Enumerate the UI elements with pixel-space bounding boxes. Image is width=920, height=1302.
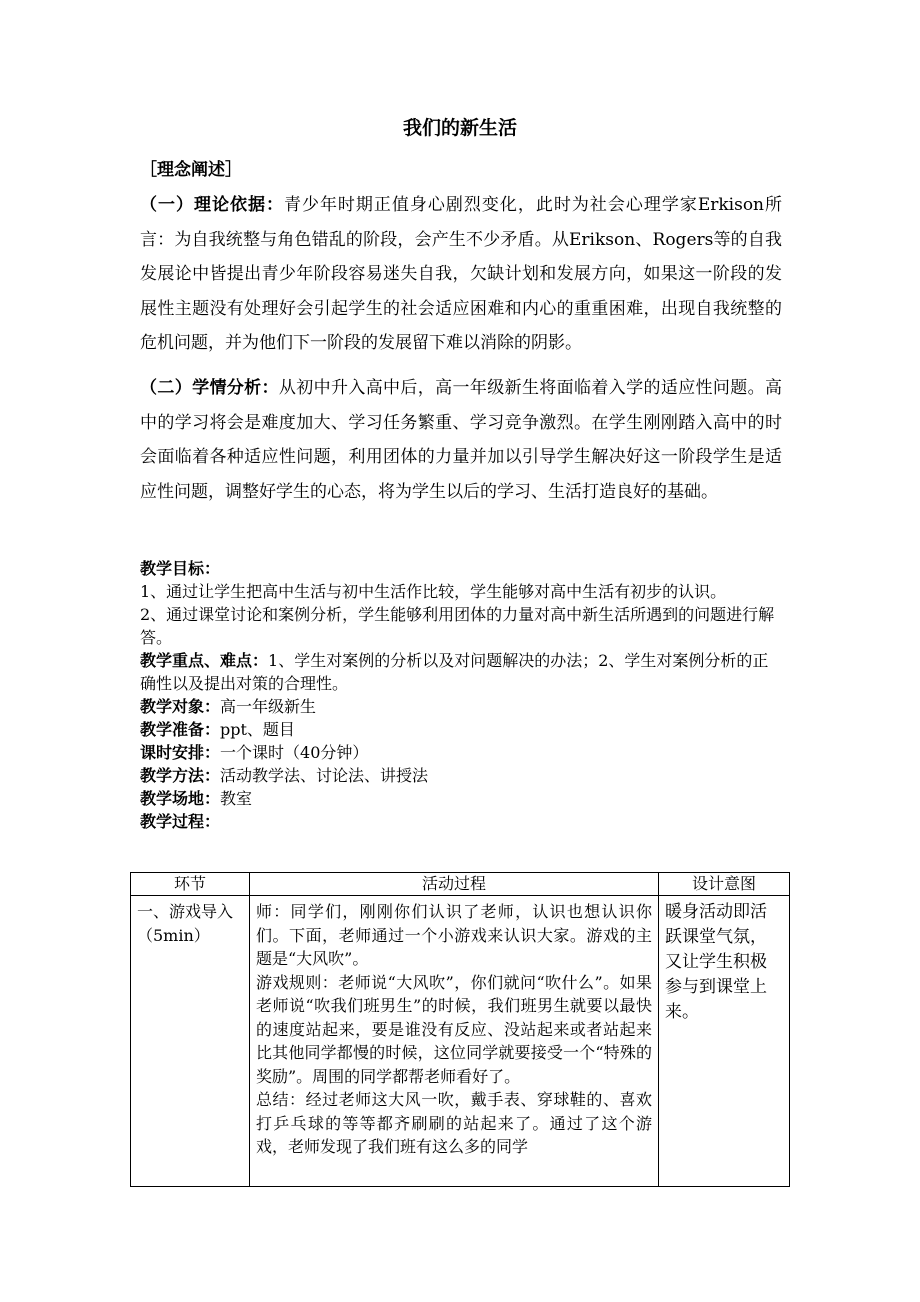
teaching-methods: 教学方法：活动教学法、讨论法、讲授法 [140, 766, 429, 785]
activity-paragraph: 师：同学们，刚刚你们认识了老师，认识也想认识你们。下面，老师通过一个小游戏来认识大家。游戏的主题是“大风吹”。 [256, 902, 652, 968]
teaching-venue: 教学场地：教室 [140, 789, 253, 808]
teaching-target: 教学对象：高一年级新生 [140, 697, 317, 716]
process-heading: 教学过程： [140, 812, 221, 831]
theory-text: 青少年时期正值身心剧烈变化，此时为社会心理学家Erkison所言：为自我统整与角色错乱的阶段，会产生不少矛盾。从Erikson、Rogers等的自我发展论中皆提出青少年阶段容易迷失自我，欠缺计划和发展方向，如果这一阶段的发展性主题没有处理好会引起学生的社会适应困难和内心的重重困难，出现自我统整的危机问题，并为他们下一阶段的发展留下难以消除的阴影。 [140, 195, 782, 353]
teaching-preparation: 教学准备：ppt、题目 [140, 720, 295, 739]
intent-cell: 暖身活动即活跃课堂气氛，又让学生积极参与到课堂上来。 [659, 896, 790, 1187]
class-schedule: 课时安排：一个课时（40分钟） [140, 743, 369, 762]
table-row [131, 896, 790, 1187]
activity-cell [250, 896, 659, 1187]
stage-cell: 一、游戏导入（5min） [131, 896, 250, 1187]
theory-paragraph [140, 188, 782, 361]
document-title: 我们的新生活 [402, 117, 517, 139]
header-activity: 活动过程 [250, 873, 659, 896]
activity-paragraph: 总结：经过老师这大风一吹，戴手表、穿球鞋的、喜欢打乒乓球的等等都齐刷刷的站起来了。通过了这个游戏，老师发现了我们班有这么多的同学 [256, 1090, 652, 1156]
goals-heading: 教学目标： [140, 559, 221, 578]
goal-item-2: 2、通过课堂讨论和案例分析，学生能够利用团体的力量对高中新生活所遇到的问题进行解答。 [140, 605, 775, 647]
process-table [130, 872, 790, 1187]
header-stage: 环节 [131, 873, 250, 896]
theory-label: （一）理论依据： [140, 195, 284, 215]
key-points: 教学重点、难点：1、学生对案例的分析以及对问题解决的办法；2、学生对案例分析的正确性以及提出对策的合理性。 [140, 651, 769, 693]
activity-paragraph: 游戏规则：老师说“大风吹”，你们就问“吹什么”。如果老师说“吹我们班男生”的时候，我们班男生就要以最快的速度站起来，要是谁没有反应、没站起来或者站起来比其他同学都慢的时候，这位同学就要接受一个“特殊的奖励”。周围的同学都帮老师看好了。 [256, 972, 652, 1086]
analysis-label: （二）学情分析： [140, 378, 279, 398]
teaching-info-block [140, 557, 782, 833]
header-intent: 设计意图 [659, 873, 790, 896]
table-header-row [131, 873, 790, 896]
goal-item-1: 1、通过让学生把高中生活与初中生活作比较，学生能够对高中生活有初步的认识。 [140, 582, 727, 601]
analysis-text: 从初中升入高中后，高一年级新生将面临着入学的适应性问题。高中的学习将会是难度加大、学习任务繁重、学习竞争激烈。在学生刚刚踏入高中的时会面临着各种适应性问题，利用团体的力量并加以引导学生解决好这一阶段学生是适应性问题，调整好学生的心态，将为学生以后的学习、生活打造良好的基础。 [140, 378, 783, 502]
section-label-concept: ［理念阐述］ [140, 160, 242, 180]
analysis-paragraph [140, 371, 782, 509]
